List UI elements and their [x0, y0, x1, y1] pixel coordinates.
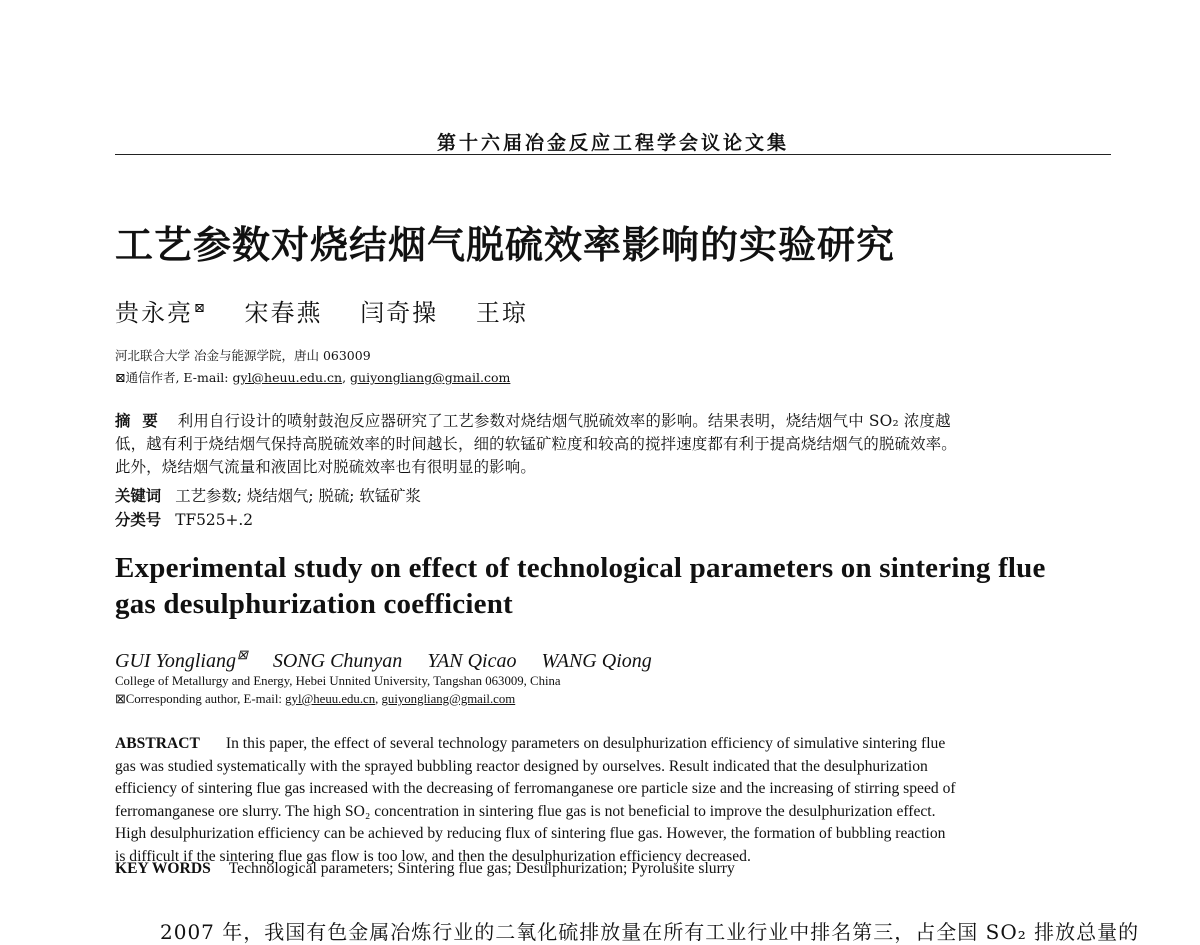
- chinese-author-list: [115, 293, 556, 328]
- en-abstract-line: ABSTRACT In this paper, the effect of several technology parameters on desulphurization efficiency of simulative sintering flue: [115, 735, 946, 752]
- english-author-list: [115, 647, 672, 673]
- classification-number: 分类号 TF525+.2: [115, 511, 254, 529]
- cn-abstract-line: 此外，烧结烟气流量和液固比对脱硫效率也有很明显的影响。: [115, 458, 536, 476]
- email-link-1[interactable]: gyl@heuu.edu.cn: [232, 370, 343, 385]
- cn-class-label: 分类号: [115, 511, 162, 529]
- en-author: SONG Chunyan: [272, 649, 403, 672]
- en-abstract-line: High desulphurization efficiency can be achieved by reducing flux of sintering flue gas. However, the formation of bubbling reaction: [115, 825, 946, 842]
- cn-author: 贵永亮⊠: [115, 299, 207, 327]
- en-author: WANG Qiong: [541, 649, 652, 672]
- email-link-2[interactable]: guiyongliang@gmail.com: [350, 370, 511, 385]
- body-text-first-line: 2007 年，我国有色金属冶炼行业的二氧化硫排放量在所有工业行业中排名第三，占全国 SO₂ 排放总量的: [160, 920, 1140, 944]
- chinese-keywords: 关键词 工艺参数; 烧结烟气; 脱硫; 软锰矿浆: [115, 487, 421, 505]
- en-abstract-line: gas was studied systematically with the sprayed bubbling reactor designed by ourselves. Result indicated that the desulphurization: [115, 757, 928, 775]
- en-author: GUI Yongliang⊠: [115, 647, 248, 672]
- corresponding-mark-icon: ⊠: [236, 647, 248, 662]
- running-header: 第十六届冶金反应工程学会议论文集: [436, 132, 789, 154]
- english-affiliation: College of Metallurgy and Energy, Hebei Unnited University, Tangshan 063009, China: [115, 674, 561, 688]
- en-author: YAN Qicao: [427, 649, 517, 672]
- en-abstract-line: is difficult if the sintering flue gas flow is too low, and then the desulphurization efficiency decreased.: [115, 847, 751, 865]
- corresponding-mark-icon: ⊠: [194, 301, 207, 316]
- cn-author: 王琼: [475, 299, 528, 327]
- english-keywords: KEY WORDS Technological parameters; Sintering flue gas; Desulphurization; Pyrolusite slurry: [115, 860, 735, 877]
- en-abstract-line: efficiency of sintering flue gas increased with the decreasing of ferromanganese ore particle size and the increasing of stirring speed of: [115, 780, 956, 797]
- cn-author: 宋春燕: [244, 299, 323, 327]
- chinese-title: 工艺参数对烧结烟气脱硫效率影响的实验研究: [115, 223, 896, 267]
- english-title: Experimental study on effect of technological parameters on sintering flue gas desulphurization coefficient: [115, 552, 1046, 620]
- cn-abstract-label: 摘要: [115, 412, 170, 430]
- cn-keywords-label: 关键词: [115, 487, 162, 505]
- en-abstract-line: ferromanganese ore slurry. The high SO₂ concentration in sintering flue gas is not beneficial to improve the desulphurization effect.: [115, 802, 936, 820]
- email-link-2[interactable]: guiyongliang@gmail.com: [381, 692, 516, 706]
- cn-author: 闫奇操: [360, 299, 439, 327]
- en-abstract-label: ABSTRACT: [115, 735, 200, 752]
- email-link-1[interactable]: gyl@heuu.edu.cn: [285, 692, 376, 706]
- english-abstract: [115, 733, 1111, 868]
- chinese-abstract: [115, 410, 1111, 479]
- chinese-affiliation: 河北联合大学 冶金与能源学院，唐山 063009: [115, 348, 371, 363]
- english-corresponding-line: ⊠Corresponding author, E-mail: gyl@heuu.edu.cn, guiyongliang@gmail.com: [115, 692, 516, 706]
- en-keywords-label: KEY WORDS: [115, 860, 211, 877]
- cn-abstract-line: 摘要 利用自行设计的喷射鼓泡反应器研究了工艺参数对烧结烟气脱硫效率的影响。结果表明，烧结烟气中 SO₂ 浓度越: [115, 412, 951, 430]
- header-rule: [115, 154, 1111, 155]
- cn-abstract-line: 低，越有利于烧结烟气保持高脱硫效率的时间越长，细的软锰矿粒度和较高的搅拌速度都有利于提高烧结烟气的脱硫效率。: [115, 435, 957, 453]
- chinese-corresponding-line: ⊠通信作者, E-mail: gyl@heuu.edu.cn, guiyongliang@gmail.com: [115, 370, 511, 385]
